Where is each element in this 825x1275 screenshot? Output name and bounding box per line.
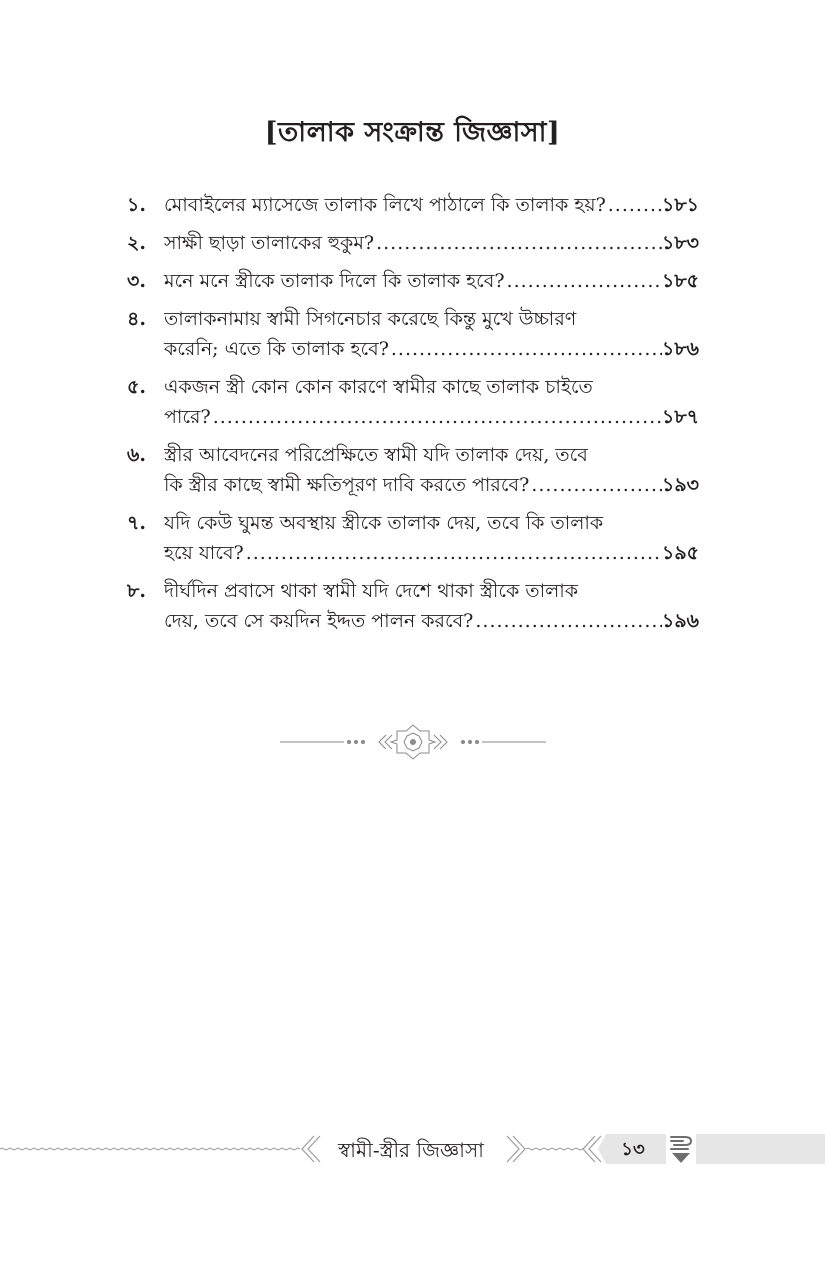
toc-entry-title-line: স্ত্রীর আবেদনের পরিপ্রেক্ষিতে স্বামী যদি তালাক দেয়, তবে xyxy=(164,444,588,466)
footer-book-title: স্বামী-স্ত্রীর জিজ্ঞাসা xyxy=(338,1138,484,1162)
toc-entry-page-number: ১৮৭ xyxy=(661,406,699,428)
toc-entry-title-line: সাক্ষী ছাড়া তালাকের হুকুম? xyxy=(164,232,375,254)
toc-entry-title-line: করেনি; এতে কি তালাক হবে? xyxy=(164,338,389,360)
toc-dot-leader xyxy=(473,606,662,636)
toc-entry-number: ৬. xyxy=(127,444,146,466)
pen-nib-icon xyxy=(668,1133,696,1165)
toc-dot-leader xyxy=(244,538,662,568)
toc-entry xyxy=(127,440,699,500)
toc-dot-leader xyxy=(389,334,662,364)
toc-entry-number: ৭. xyxy=(127,512,146,534)
toc-entry-page-number: ১৮১ xyxy=(662,194,699,216)
toc-entry-page-number: ১৮৬ xyxy=(661,338,699,360)
toc-entry-page-number: ১৮৫ xyxy=(662,270,699,292)
toc-entry-number: ১. xyxy=(127,194,146,216)
toc-entry-title-line: তালাকনামায় স্বামী সিগনেচার করেছে কিন্তু মুখে উচ্চারণ xyxy=(164,308,577,330)
footer-page-number: ১৩ xyxy=(621,1139,645,1160)
toc-entry xyxy=(127,372,699,432)
toc-entry xyxy=(127,266,699,296)
table-of-contents xyxy=(127,190,699,644)
toc-entry-title-line: হয়ে যাবে? xyxy=(164,542,244,564)
toc-entry-title-line: পারে? xyxy=(164,406,211,428)
toc-entry-page-number: ১৯৫ xyxy=(662,542,699,564)
page-title: [তালাক সংক্রান্ত জিজ্ঞাসা] xyxy=(264,117,561,148)
toc-dot-leader xyxy=(606,190,662,220)
toc-entry-title-line: দেয়, তবে সে কয়দিন ইদ্দত পালন করবে? xyxy=(164,610,474,632)
toc-dot-leader xyxy=(211,402,662,432)
toc-dot-leader xyxy=(529,470,662,500)
toc-entry xyxy=(127,228,699,258)
toc-entry-number: ৪. xyxy=(127,308,146,330)
toc-entry xyxy=(127,190,699,220)
toc-entry-number: ৫. xyxy=(127,376,146,398)
toc-entry-title-line: মনে মনে স্ত্রীকে তালাক দিলে কি তালাক হবে? xyxy=(164,270,505,292)
toc-entry-number: ২. xyxy=(127,232,146,254)
toc-entry-page-number: ১৮৩ xyxy=(661,232,699,254)
toc-entry-title-line: মোবাইলের ম্যাসেজে তালাক লিখে পাঠালে কি তালাক হয়? xyxy=(164,194,606,216)
toc-entry-title-line: একজন স্ত্রী কোন কোন কারণে স্বামীর কাছে তালাক চাইতে xyxy=(164,376,593,398)
toc-entry-title-line: যদি কেউ ঘুমন্ত অবস্থায় স্ত্রীকে তালাক দেয়, তবে কি তালাক xyxy=(164,512,604,534)
toc-entry-title-line: দীর্ঘদিন প্রবাসে থাকা স্বামী যদি দেশে থাকা স্ত্রীকে তালাক xyxy=(164,580,579,602)
star-ornament-icon xyxy=(280,722,546,762)
toc-entry-number: ৩. xyxy=(127,270,146,292)
toc-entry-page-number: ১৯৬ xyxy=(661,610,699,632)
toc-dot-leader xyxy=(374,228,662,258)
toc-entry xyxy=(127,508,699,568)
toc-entry-number: ৮. xyxy=(127,580,146,602)
toc-entry-page-number: ১৯৩ xyxy=(661,474,699,496)
toc-entry-title-line: কি স্ত্রীর কাছে স্বামী ক্ষতিপূরণ দাবি করতে পারবে? xyxy=(164,474,530,496)
toc-entry xyxy=(127,304,699,364)
toc-dot-leader xyxy=(505,266,662,296)
toc-entry xyxy=(127,576,699,636)
